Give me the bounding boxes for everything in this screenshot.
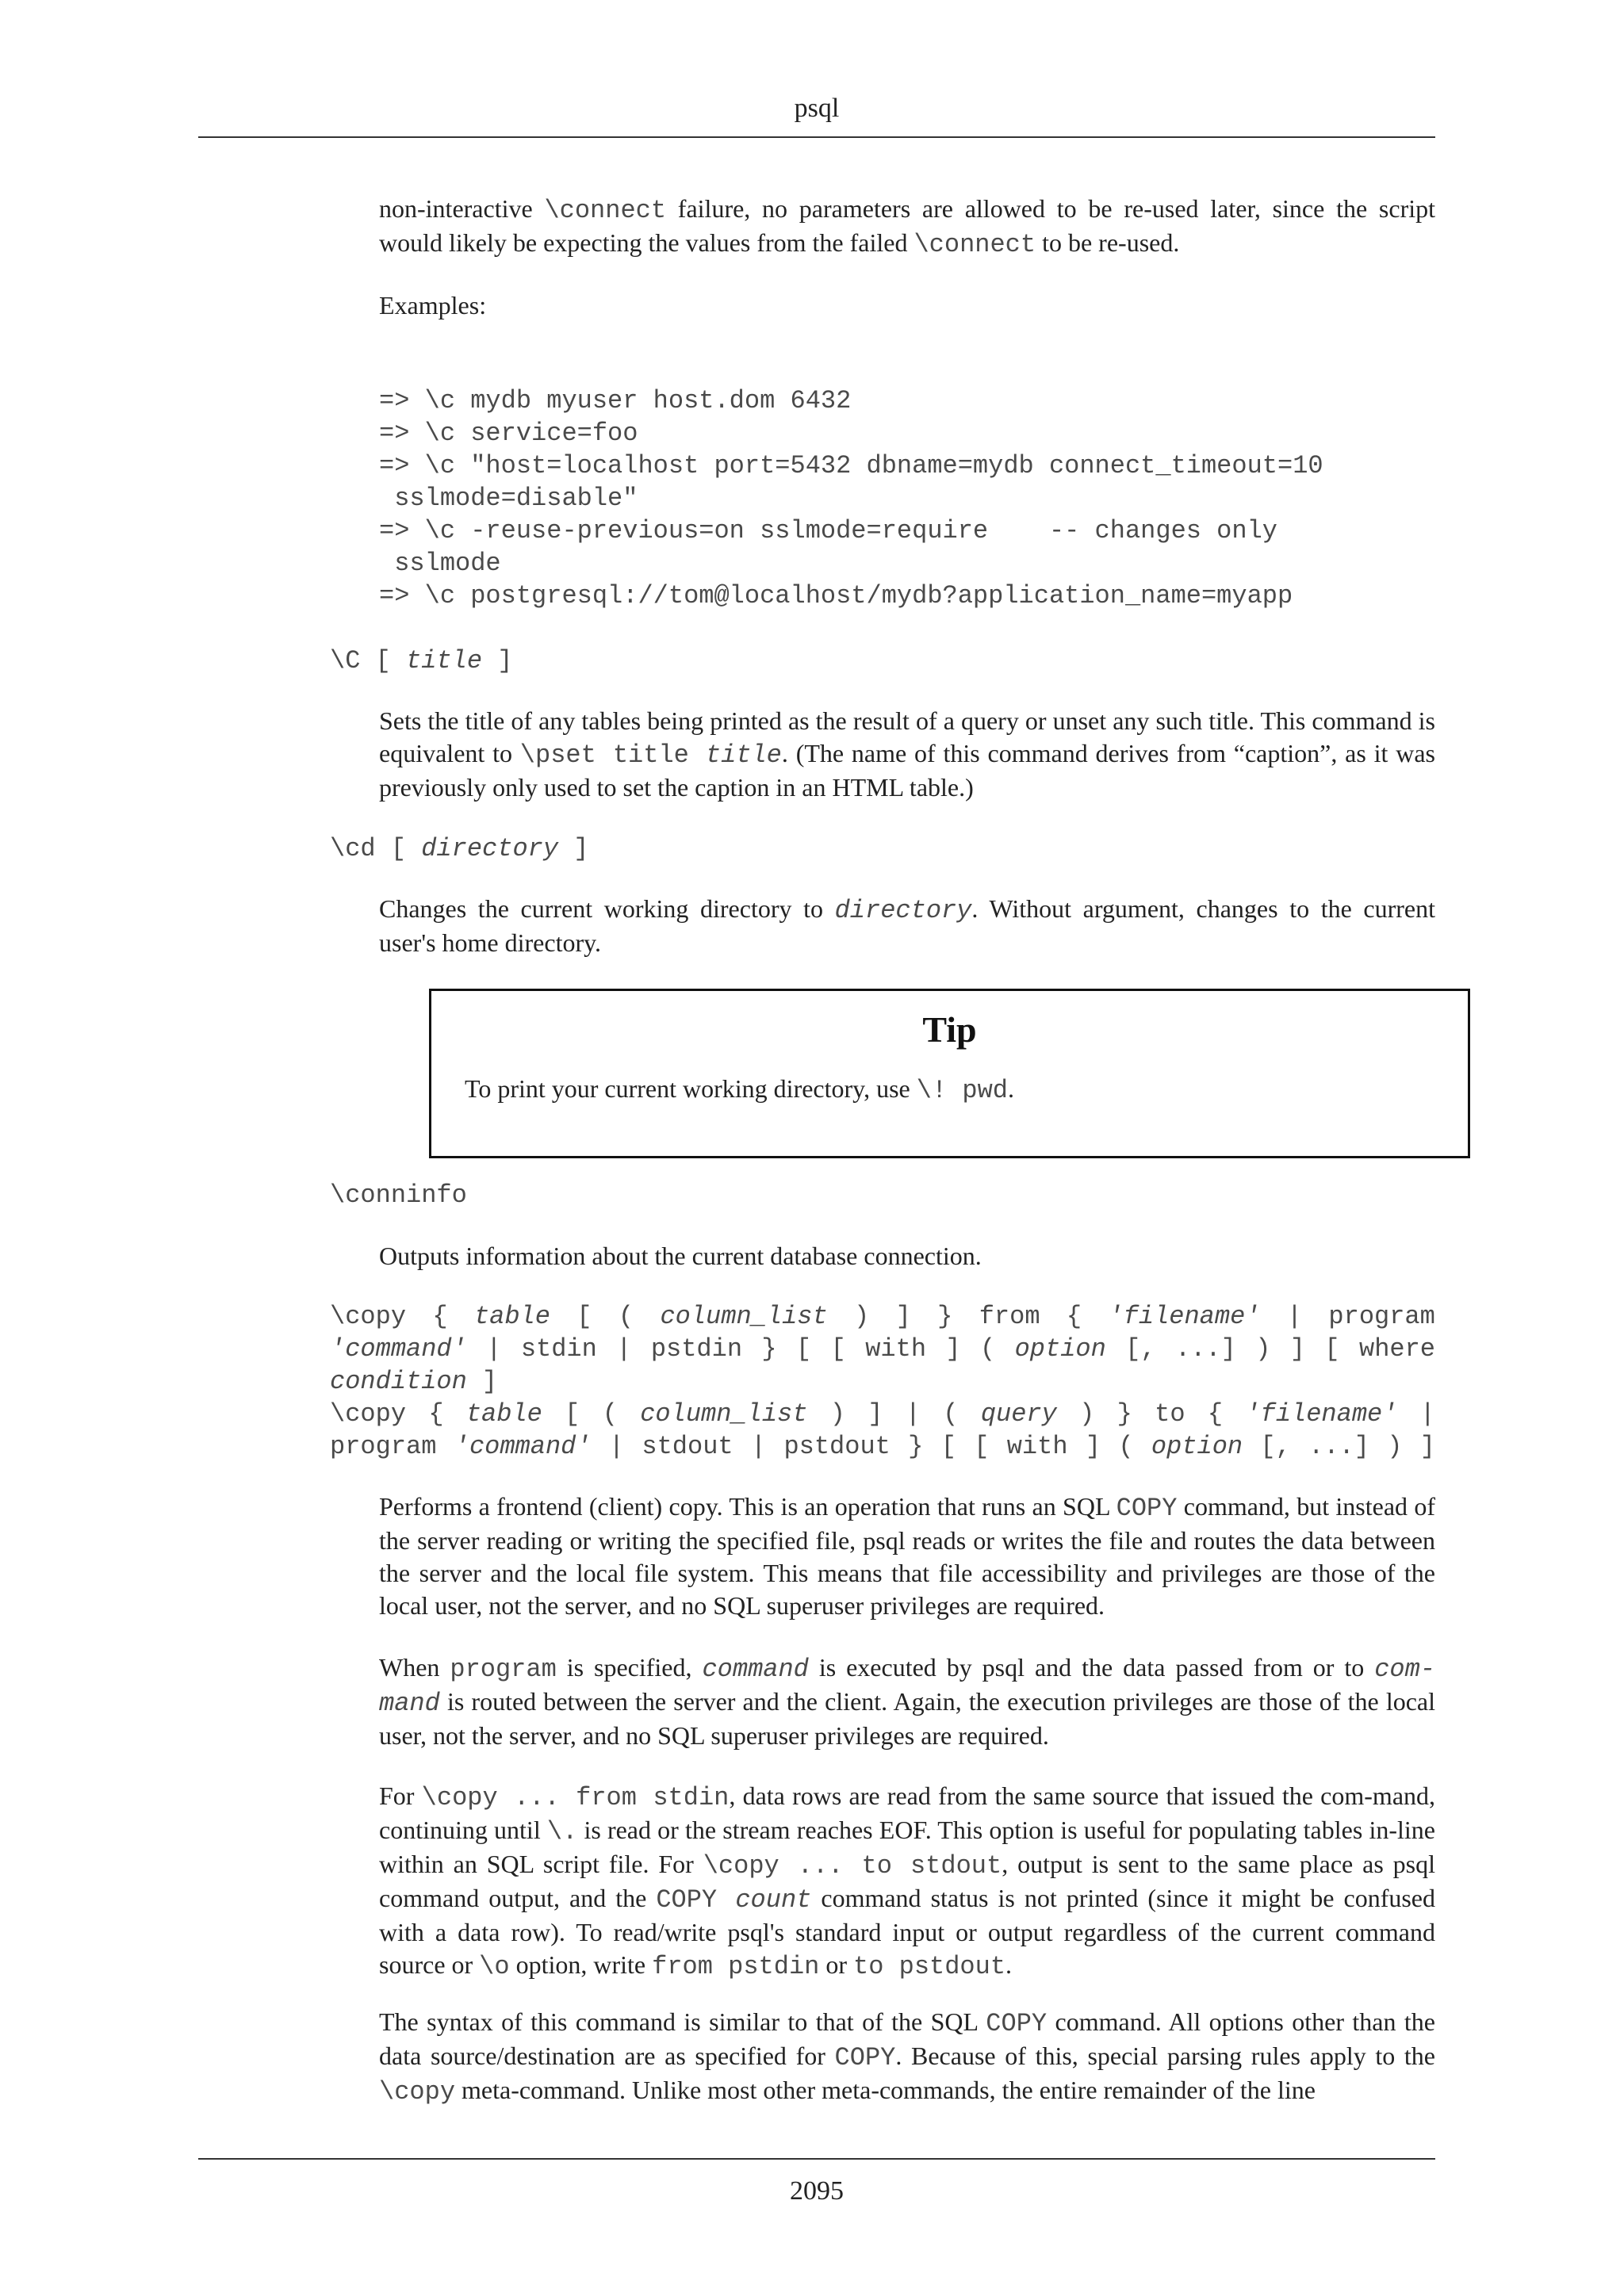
synopsis-token: (: [980, 1334, 996, 1364]
synopsis-token: ]: [1289, 1334, 1305, 1364]
synopsis-token: from: [979, 1302, 1040, 1331]
synopsis-token: [,: [1260, 1432, 1291, 1461]
synopsis-token: table: [465, 1399, 542, 1429]
code-line: => \c postgresql://tom@localhost/mydb?application_name=myapp: [379, 581, 1293, 610]
synopsis-token: ): [1079, 1399, 1095, 1429]
synopsis-token: [: [576, 1302, 592, 1331]
synopsis-token: 'command': [330, 1334, 467, 1364]
synopsis-token: with: [865, 1334, 927, 1364]
synopsis-line: [330, 1365, 1435, 1398]
code-line: sslmode: [379, 549, 501, 578]
code-line: sslmode=disable": [379, 484, 638, 513]
synopsis-token: where: [1358, 1334, 1435, 1364]
synopsis-token: [: [1324, 1334, 1340, 1364]
synopsis-token: |: [608, 1432, 625, 1461]
synopsis-token: }: [761, 1334, 777, 1364]
cd-command-description: Changes the current working directory to directory. Without argument, changes to the current user's home directory.: [379, 894, 1435, 957]
running-header: psql: [794, 94, 840, 123]
synopsis-token: ]: [945, 1334, 961, 1364]
synopsis-token: (: [602, 1399, 618, 1429]
synopsis-token: program: [1328, 1302, 1435, 1331]
synopsis-token: ]: [895, 1302, 911, 1331]
tip-text: To print your current working directory, use \! pwd.: [465, 1074, 1014, 1105]
tip-title: Tip: [922, 1009, 977, 1050]
synopsis-token: program: [330, 1432, 437, 1461]
synopsis-token: 'filename': [1108, 1302, 1261, 1331]
synopsis-token: to: [1155, 1399, 1185, 1429]
synopsis-token: |: [905, 1399, 921, 1429]
conninfo-description: Outputs information about the current database connection.: [379, 1242, 982, 1270]
copy-paragraph-3: For \copy ... from stdin, data rows are read from the same source that issued the com-mand, continuing until \. is read or the stream reaches EOF. This option is useful for populating tables in-line within an SQL script file. For \copy ... to stdout, output is sent to the same place as psql command output, and the COPY count command status is not printed (since it might be confused with a data row). To read/write psql's standard input or output regardless of the current command source or \o option, write from pstdin or to pstdout.: [379, 1781, 1436, 1981]
synopsis-token: {: [1066, 1302, 1082, 1331]
synopsis-token: option: [1014, 1334, 1106, 1364]
synopsis-token: ): [854, 1302, 870, 1331]
synopsis-token: [,: [1125, 1334, 1156, 1364]
synopsis-token: table: [473, 1302, 550, 1331]
synopsis-token: column_list: [660, 1302, 828, 1331]
synopsis-token: {: [1207, 1399, 1224, 1429]
synopsis-token: ...]: [1308, 1432, 1369, 1461]
synopsis-token: stdin: [520, 1334, 597, 1364]
synopsis-token: ]: [868, 1399, 883, 1429]
synopsis-token: ): [1255, 1334, 1271, 1364]
page-number: 2095: [790, 2176, 844, 2206]
synopsis-token: }: [1116, 1399, 1132, 1429]
synopsis-token: {: [428, 1399, 444, 1429]
synopsis-token: ]: [1085, 1432, 1101, 1461]
header-rule: [198, 136, 1435, 138]
synopsis-token: condition: [330, 1367, 467, 1396]
synopsis-token: [: [830, 1334, 846, 1364]
examples-code-block: [379, 385, 1323, 612]
synopsis-token: ]: [481, 1367, 498, 1396]
caption-command-description: Sets the title of any tables being printed as the result of a query or unset any such title. This command is equivalent to \pset title title. (The name of this command derives from “caption”, as it was previously only used to set the caption in an HTML table.): [379, 706, 1435, 802]
tip-box: [429, 989, 1470, 1158]
term-cd-command: \cd [ directory ]: [330, 834, 589, 863]
copy-synopsis: [330, 1300, 1435, 1463]
synopsis-token: [: [565, 1399, 580, 1429]
code-line: => \c mydb myuser host.dom 6432: [379, 386, 852, 415]
copy-paragraph-1: Performs a frontend (client) copy. This is an operation that runs an SQL COPY command, but instead of the server reading or writing the specified file, psql reads or writes the file and routes the data between the server and the local file system. This means that file accessibility and privileges are those of the local user, not the server, and no SQL superuser privileges are required.: [379, 1492, 1436, 1620]
synopsis-token: ): [1387, 1432, 1403, 1461]
synopsis-token: ...]: [1175, 1334, 1236, 1364]
code-line: => \c service=foo: [379, 419, 638, 448]
synopsis-token: [: [796, 1334, 812, 1364]
synopsis-token: (: [1118, 1432, 1134, 1461]
synopsis-token: {: [432, 1302, 448, 1331]
term-conninfo-command: \conninfo: [330, 1181, 467, 1210]
synopsis-token: 'filename': [1245, 1399, 1398, 1429]
examples-label: Examples:: [379, 291, 487, 320]
synopsis-token: ): [829, 1399, 845, 1429]
synopsis-token: (: [943, 1399, 959, 1429]
code-line: => \c "host=localhost port=5432 dbname=mydb connect_timeout=10: [379, 451, 1323, 480]
synopsis-token: (: [618, 1302, 634, 1331]
synopsis-token: with: [1006, 1432, 1068, 1461]
term-caption-command: \C [ title ]: [330, 646, 513, 675]
synopsis-token: |: [1419, 1399, 1435, 1429]
synopsis-token: |: [486, 1334, 502, 1364]
synopsis-token: \copy: [330, 1399, 407, 1429]
synopsis-token: \copy: [330, 1302, 407, 1331]
synopsis-token: stdout: [642, 1432, 733, 1461]
synopsis-line: [330, 1333, 1435, 1365]
synopsis-token: query: [980, 1399, 1057, 1429]
synopsis-token: pstdout: [783, 1432, 891, 1461]
synopsis-token: [: [940, 1432, 956, 1461]
synopsis-line: [330, 1398, 1435, 1430]
synopsis-token: |: [616, 1334, 632, 1364]
synopsis-token: 'command': [454, 1432, 592, 1461]
copy-paragraph-4: The syntax of this command is similar to that of the SQL COPY command. All options other than the data source/destination are as specified for COPY. Because of this, special parsing rules apply to the \copy meta-command. Unlike most other meta-commands, the entire remainder of the line: [379, 2007, 1436, 2107]
synopsis-token: }: [937, 1302, 953, 1331]
synopsis-token: }: [908, 1432, 924, 1461]
synopsis-token: [: [974, 1432, 990, 1461]
synopsis-token: pstdin: [650, 1334, 743, 1364]
synopsis-token: |: [750, 1432, 767, 1461]
synopsis-token: ]: [1419, 1432, 1435, 1461]
synopsis-token: option: [1151, 1432, 1243, 1461]
footer-rule: [198, 2158, 1435, 2160]
synopsis-token: |: [1286, 1302, 1303, 1331]
copy-paragraph-2: When program is specified, command is executed by psql and the data passed from or to com- mand is routed between the server and the client. Again, the execution privileges are those of the local user, not the server, and no SQL superuser privileges are required.: [379, 1653, 1436, 1750]
synopsis-token: column_list: [640, 1399, 808, 1429]
intro-paragraph: non-interactive \connect failure, no parameters are allowed to be re-used later, since the script would likely be expecting the values from the failed \connect to be re-used.: [379, 194, 1436, 259]
code-line: => \c -reuse-previous=on sslmode=require -- changes only: [379, 516, 1277, 545]
synopsis-line: [330, 1430, 1435, 1463]
synopsis-line: [330, 1300, 1435, 1333]
